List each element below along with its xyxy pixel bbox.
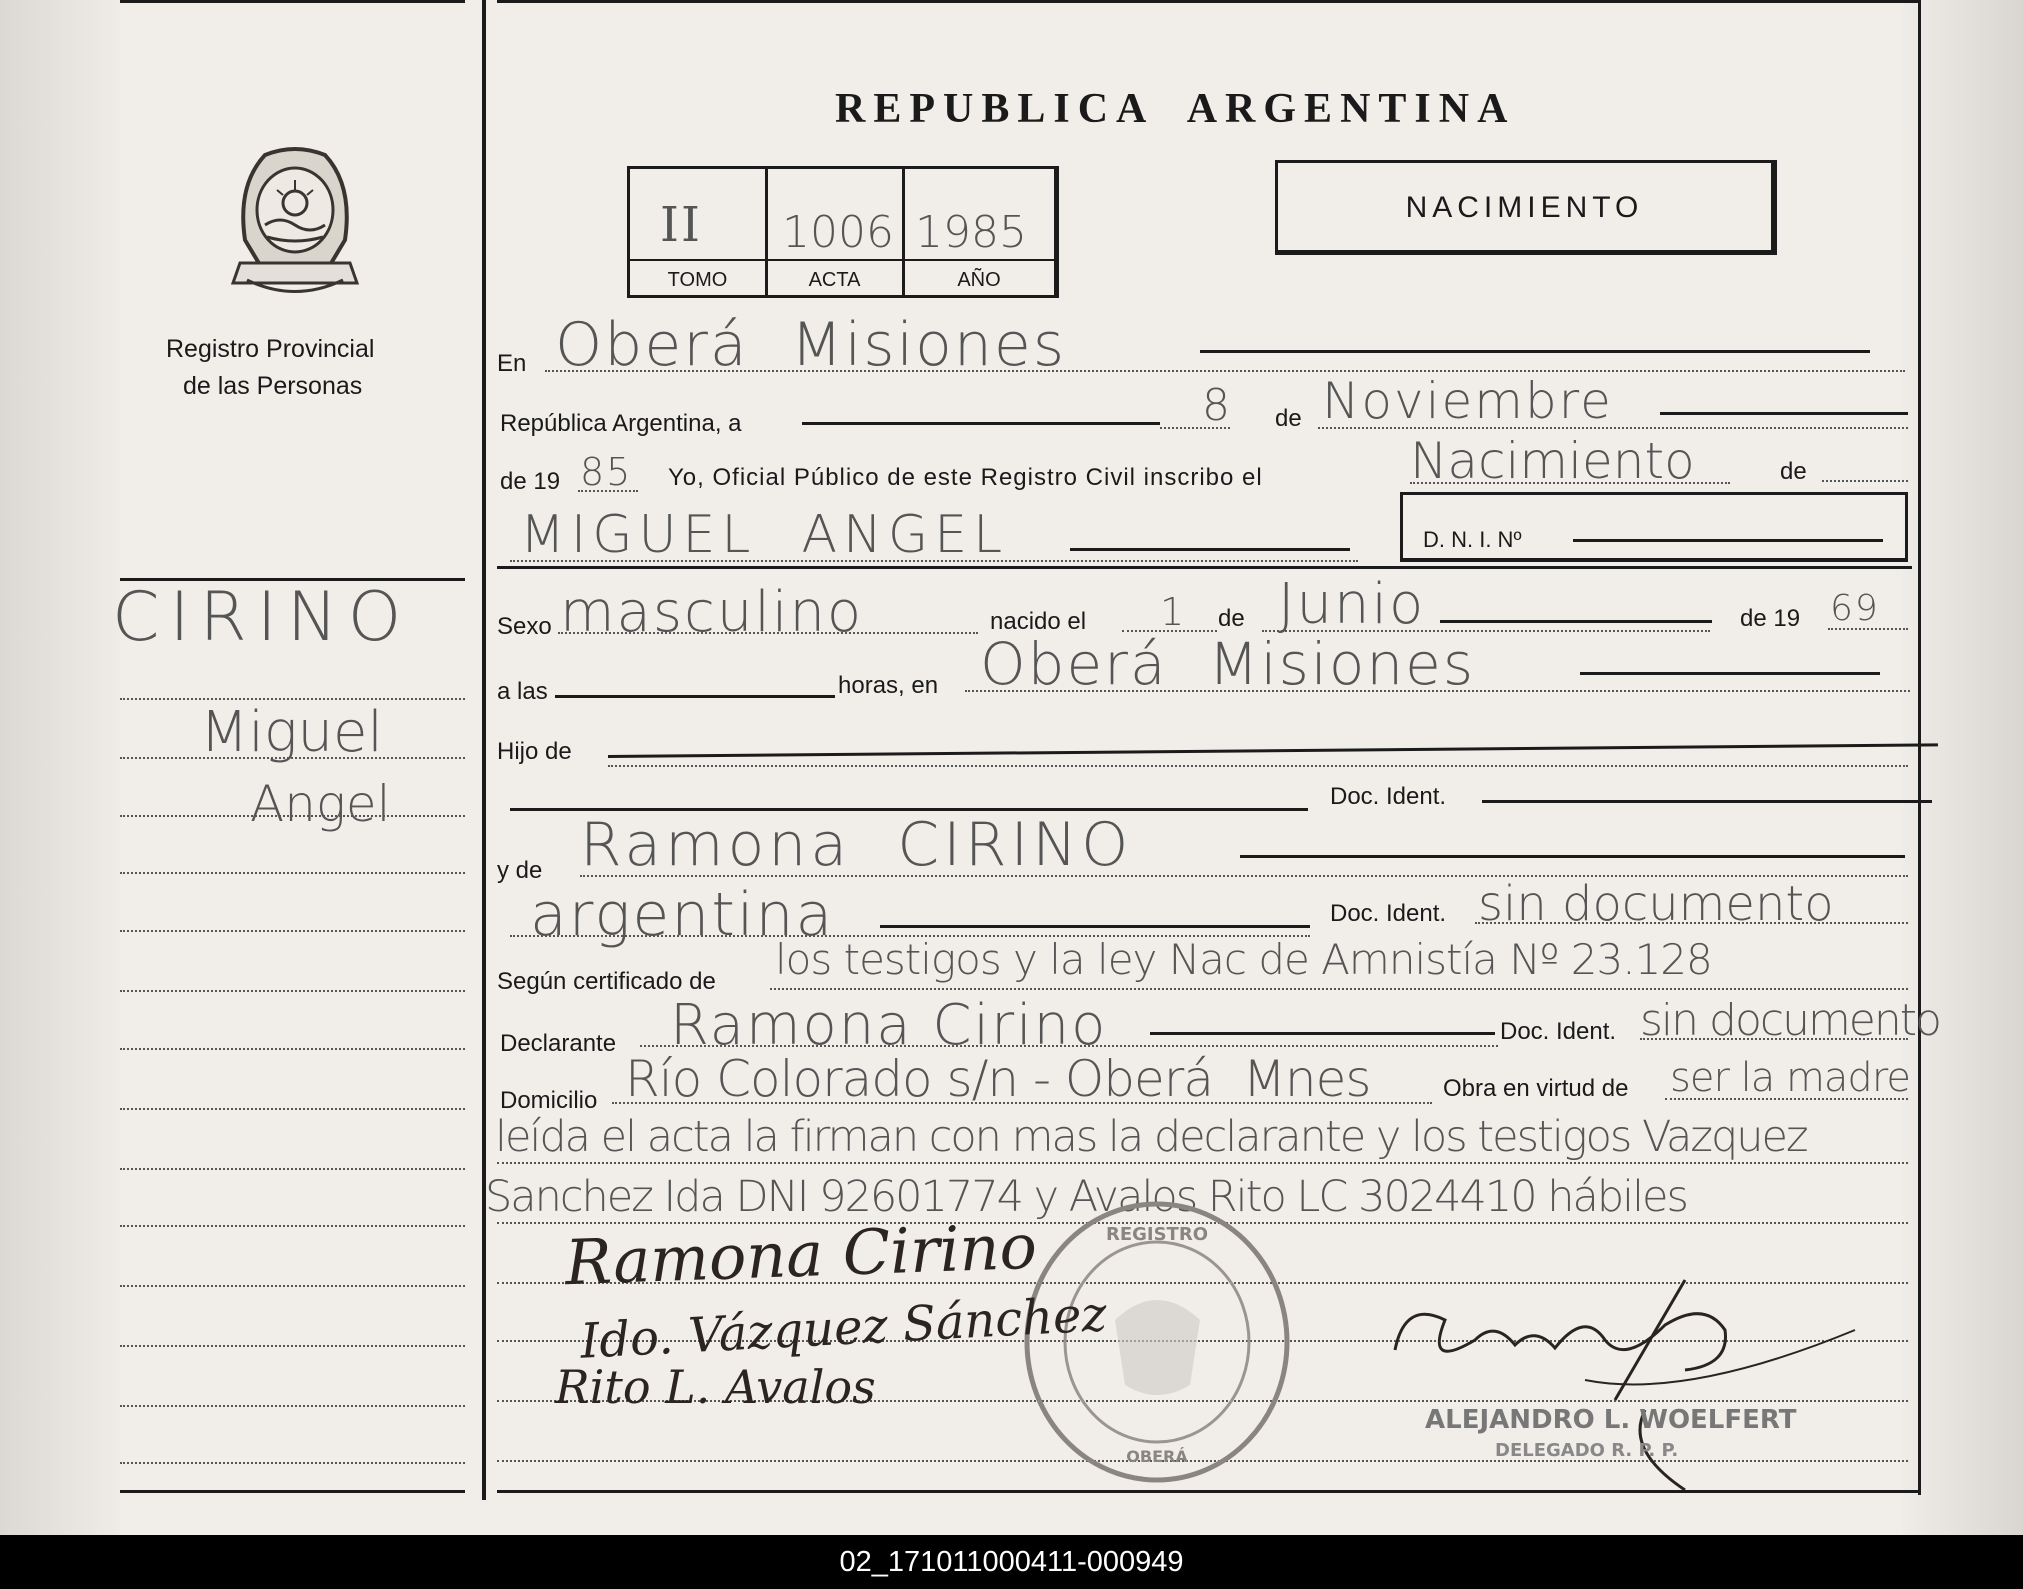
obra-line bbox=[1665, 1098, 1908, 1100]
margin-line bbox=[120, 1462, 465, 1464]
margin-line bbox=[120, 1108, 465, 1110]
en-value: Oberá Misiones bbox=[555, 310, 1067, 380]
de19-label: de 19 bbox=[500, 468, 561, 495]
month-value: Noviembre bbox=[1322, 372, 1613, 430]
margin-line bbox=[120, 930, 465, 932]
notes-line-2: Sanchez Ida DNI 92601774 y Avalos Rito LC 3024410 hábiles bbox=[485, 1172, 1687, 1222]
officer-stamp-name: ALEJANDRO L. WOELFERT bbox=[1425, 1405, 1797, 1435]
year-line bbox=[578, 490, 638, 492]
father-doc-line bbox=[1482, 800, 1932, 803]
margin-surname: CIRINO bbox=[112, 578, 412, 657]
tomo-value: II bbox=[660, 197, 702, 253]
margin-line bbox=[120, 1168, 465, 1170]
margin-line bbox=[120, 815, 465, 817]
sexo-line bbox=[558, 632, 978, 634]
officer-signature-scribble bbox=[1385, 1270, 1885, 1510]
segun-value: los testigos y la ley Nac de Amnistía Nº 23.128 bbox=[775, 935, 1712, 984]
country-title: REPUBLICA ARGENTINA bbox=[835, 86, 1516, 132]
top-rule bbox=[497, 0, 1921, 3]
birth-day-value: 1 bbox=[1160, 590, 1187, 634]
de-label-2: de bbox=[1780, 458, 1807, 485]
box-rule bbox=[630, 259, 1054, 261]
de-line bbox=[1822, 480, 1908, 482]
month-fill-line bbox=[1660, 412, 1908, 415]
mother-nationality-value: argentina bbox=[530, 880, 835, 950]
domicilio-line bbox=[612, 1102, 1432, 1104]
signature-declarante: Ramona Cirino bbox=[563, 1209, 1038, 1300]
notes-line-1-rule bbox=[497, 1162, 1908, 1164]
birth-month-fill-line bbox=[1440, 620, 1712, 623]
doc-ident-label-2: Doc. Ident. bbox=[1330, 900, 1447, 927]
republica-fill-line bbox=[802, 422, 1160, 425]
signature-witness-2: Rito L. Avalos bbox=[555, 1360, 876, 1414]
signature-witness-1: Ido. Vázquez Sánchez bbox=[578, 1286, 1109, 1370]
name-value: MIGUEL ANGEL bbox=[520, 505, 1009, 565]
dni-line bbox=[1573, 539, 1883, 542]
record-type-box bbox=[1275, 160, 1777, 255]
page-shadow-right bbox=[1903, 0, 2023, 1535]
notes-line-1: leída el acta la firman con mas la declarante y los testigos Vazquez bbox=[495, 1112, 1807, 1162]
alas-label: a las bbox=[497, 678, 548, 705]
dni-label: D. N. I. Nº bbox=[1423, 527, 1522, 552]
name-fill-line bbox=[1070, 548, 1350, 551]
registry-line2: de las Personas bbox=[183, 372, 363, 400]
section-rule bbox=[497, 566, 1912, 569]
right-border bbox=[1918, 0, 1921, 1495]
acta-value: 1006 bbox=[782, 207, 894, 258]
nacido-label: nacido el bbox=[990, 608, 1087, 635]
column-divider bbox=[482, 0, 486, 1500]
en-label: En bbox=[497, 350, 527, 377]
acta-label: ACTA bbox=[808, 269, 861, 291]
mother-value: Ramona CIRINO bbox=[580, 810, 1133, 880]
margin-line bbox=[120, 990, 465, 992]
sexo-value: masculino bbox=[560, 580, 864, 645]
birth-place-value: Oberá Misiones bbox=[980, 630, 1476, 698]
margin-line bbox=[120, 872, 465, 874]
name-line bbox=[510, 560, 1358, 562]
declarante-line bbox=[640, 1045, 1498, 1047]
obra-label: Obra en virtud de bbox=[1443, 1075, 1629, 1102]
birth-month-value: Junio bbox=[1278, 572, 1426, 637]
domicilio-value: Río Colorado s/n - Oberá Mnes bbox=[625, 1050, 1371, 1108]
dni-box bbox=[1400, 492, 1908, 562]
sexo-label: Sexo bbox=[497, 613, 552, 640]
page-shadow-left bbox=[0, 0, 120, 1535]
nationality-fill-line bbox=[880, 925, 1310, 928]
left-bottom-rule bbox=[120, 1490, 465, 1493]
hijo-label: Hijo de bbox=[497, 738, 572, 765]
emblem-icon bbox=[225, 145, 365, 305]
margin-line bbox=[120, 1405, 465, 1407]
margin-line bbox=[120, 757, 465, 759]
margin-line bbox=[120, 698, 465, 700]
birth-year-value: 69 bbox=[1830, 588, 1880, 629]
margin-line bbox=[120, 1285, 465, 1287]
ano-label: AÑO bbox=[957, 269, 1001, 291]
doc-ident-label-1: Doc. Ident. bbox=[1330, 783, 1447, 810]
declarante-doc-line bbox=[1640, 1038, 1908, 1040]
margin-line bbox=[120, 1225, 465, 1227]
svg-text:OBERÁ: OBERÁ bbox=[1126, 1447, 1188, 1466]
de19-label-2: de 19 bbox=[1740, 605, 1801, 632]
de-label: de bbox=[1275, 405, 1302, 432]
tomo-label: TOMO bbox=[667, 269, 728, 291]
en-fill-line bbox=[1200, 350, 1870, 353]
hijo-line bbox=[608, 743, 1938, 758]
doc-ident-label-3: Doc. Ident. bbox=[1500, 1018, 1617, 1045]
hijo-dots bbox=[608, 765, 1908, 767]
birth-place-fill-line bbox=[1580, 672, 1880, 675]
horas-label: horas, en bbox=[838, 672, 939, 699]
de-label-3: de bbox=[1218, 605, 1245, 632]
birth-year-line bbox=[1828, 628, 1908, 630]
alas-line bbox=[555, 695, 835, 698]
margin-line bbox=[120, 1048, 465, 1050]
mother-doc-line bbox=[1475, 922, 1908, 924]
margin-line bbox=[120, 1345, 465, 1347]
margin-name-line2: Angel bbox=[250, 775, 391, 833]
declarante-doc-value: sin documento bbox=[1640, 995, 1940, 1046]
day-value: 8 bbox=[1202, 380, 1232, 431]
declarante-fill-line bbox=[1150, 1032, 1495, 1035]
officer-signature bbox=[1385, 1270, 1885, 1510]
margin-name-line1: Miguel bbox=[200, 700, 383, 765]
mother-doc-value: sin documento bbox=[1478, 876, 1834, 932]
image-id-footer: 02_171011000411-000949 bbox=[0, 1535, 2023, 1589]
inscribo-value: Nacimiento bbox=[1410, 432, 1695, 490]
yde-label: y de bbox=[497, 857, 543, 884]
officer-stamp-title: DELEGADO R. P. P. bbox=[1495, 1440, 1679, 1461]
record-number-box bbox=[627, 166, 1059, 298]
yo-label: Yo, Oficial Público de este Registro Civil inscribo el bbox=[668, 464, 1263, 491]
segun-line bbox=[770, 988, 1908, 990]
left-top-rule bbox=[120, 0, 465, 3]
declarante-value: Ramona Cirino bbox=[670, 993, 1108, 1058]
record-type-label: NACIMIENTO bbox=[1405, 191, 1644, 224]
segun-label: Según certificado de bbox=[497, 968, 716, 995]
domicilio-label: Domicilio bbox=[500, 1087, 598, 1114]
republica-label: República Argentina, a bbox=[500, 410, 742, 437]
provincial-emblem bbox=[225, 145, 365, 305]
declarante-label: Declarante bbox=[500, 1030, 617, 1057]
year-value: 85 bbox=[580, 450, 633, 494]
ano-value: 1985 bbox=[915, 207, 1027, 258]
birth-place-line bbox=[965, 690, 1910, 692]
obra-value: ser la madre bbox=[1670, 1055, 1910, 1101]
mother-fill-line bbox=[1240, 855, 1905, 858]
svg-text:REGISTRO: REGISTRO bbox=[1105, 1224, 1209, 1245]
registry-line1: Registro Provincial bbox=[166, 335, 375, 363]
